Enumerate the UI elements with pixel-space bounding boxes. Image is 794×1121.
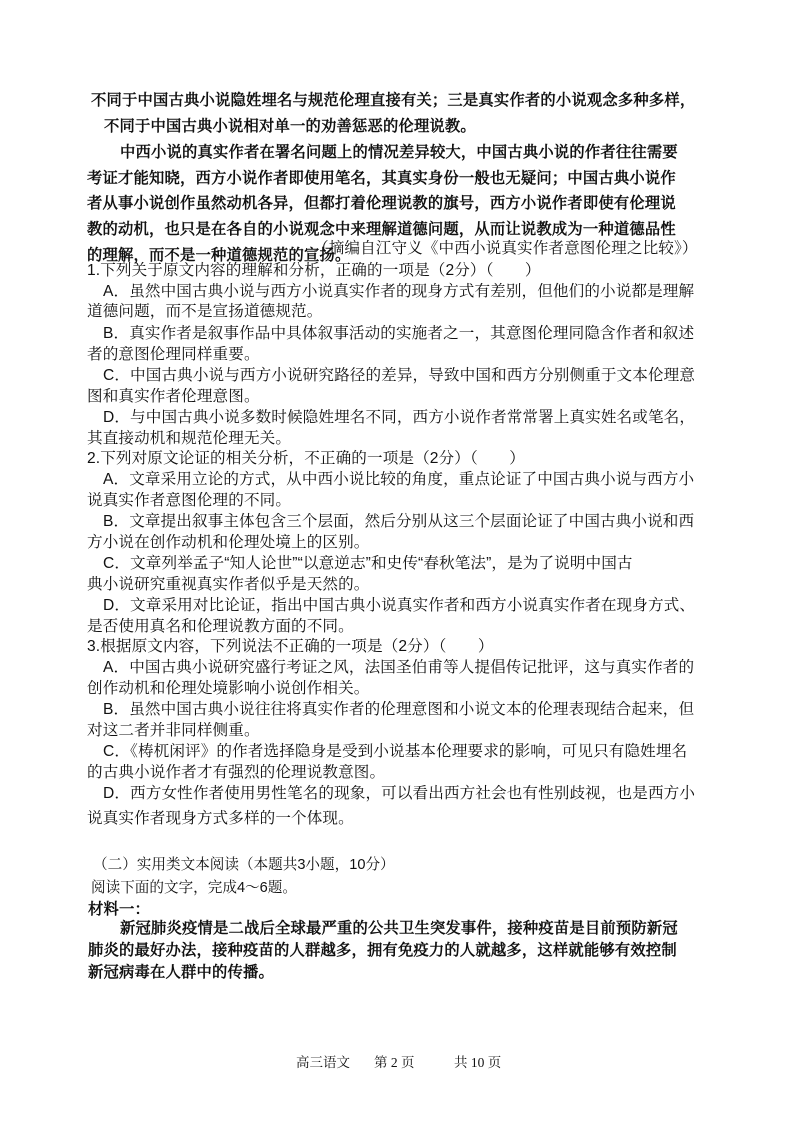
footer-total-pages: 共 10 页 bbox=[454, 1055, 502, 1070]
material-line: 新冠病毒在人群中的传播。 bbox=[88, 963, 274, 981]
question-stem-1: 1.下列关于原文内容的理解和分析，正确的一项是（2分）（ ） bbox=[87, 262, 541, 279]
passage-line: 者从事小说创作虽然动机各异，但都打着伦理说教的旗号，西方小说作者即使有伦理说 bbox=[87, 194, 676, 212]
passage-line: 不同于中国古典小说隐姓埋名与规范伦理直接有关；三是真实作者的小说观念多种多样， bbox=[91, 91, 696, 109]
q3-option-a-cont: 创作动机和伦理处境影响小说创作相关。 bbox=[87, 680, 370, 697]
section-instruction: 阅读下面的文字，完成4～6题。 bbox=[91, 880, 297, 896]
passage-line: 中西小说的真实作者在署名问题上的情况差异较大，中国古典小说的作者往往需要 bbox=[120, 143, 678, 161]
q3-option-a: A．中国古典小说研究盛行考证之风，法国圣伯甫等人提倡传记批评，这与真实作者的 bbox=[103, 659, 695, 676]
footer-page-number: 第 2 页 bbox=[374, 1055, 415, 1070]
passage-line: 不同于中国古典小说相对单一的劝善惩恶的伦理说教。 bbox=[104, 117, 476, 135]
q2-option-b: B．文章提出叙事主体包含三个层面，然后分别从这三个层面论证了中国古典小说和西 bbox=[103, 513, 695, 530]
q1-option-b: B．真实作者是叙事作品中具体叙事活动的实施者之一，其意图伦理同隐含作者和叙述 bbox=[103, 325, 695, 342]
passage-line: 教的动机，也只是在各自的小说观念中来理解道德问题，从而让说教成为一种道德品性 bbox=[87, 220, 676, 238]
q3-option-d: D．西方女性作者使用男性笔名的现象，可以看出西方社会也有性别歧视，也是西方小 bbox=[103, 785, 696, 802]
q2-option-a-cont: 说真实作者意图伦理的不同。 bbox=[87, 492, 292, 509]
q3-option-d-cont: 说真实作者现身方式多样的一个体现。 bbox=[87, 810, 354, 827]
q2-option-d: D．文章采用对比论证，指出中国古典小说真实作者和西方小说真实作者在现身方式、 bbox=[103, 597, 696, 614]
q2-option-c-cont: 典小说研究重视真实作者似乎是天然的。 bbox=[87, 576, 370, 593]
material-line: 肺炎的最好办法，接种疫苗的人群越多，拥有免疫力的人就越多，这样就能够有效控制 bbox=[88, 941, 677, 959]
passage-line: 的理解，而不是一种道德规范的宣扬。 bbox=[87, 246, 351, 264]
q1-option-a-cont: 道德问题，而不是宣扬道德规范。 bbox=[87, 303, 323, 320]
material-label: 材料一： bbox=[88, 900, 150, 918]
q3-option-c-cont: 的古典小说作者才有强烈的伦理说教意图。 bbox=[87, 764, 386, 781]
q1-option-d-cont: 其直接动机和规范伦理无关。 bbox=[87, 430, 292, 447]
material-line: 新冠肺炎疫情是二战后全球最严重的公共卫生突发事件，接种疫苗是目前预防新冠 bbox=[120, 919, 678, 937]
q1-option-c: C．中国古典小说与西方小说研究路径的差异，导致中国和西方分别侧重于文本伦理意 bbox=[103, 367, 696, 384]
q2-option-d-cont: 是否使用真名和伦理说教方面的不同。 bbox=[87, 618, 354, 635]
q2-option-c: C．文章列举孟子“知人论世”“以意逆志”和史传“春秋笔法”，是为了说明中国古 bbox=[103, 555, 633, 572]
q3-option-b: B．虽然中国古典小说往往将真实作者的伦理意图和小说文本的伦理表现结合起来，但 bbox=[103, 701, 695, 718]
q3-option-c: C．《梼杌闲评》的作者选择隐身是受到小说基本伦理要求的影响，可见只有隐姓埋名 bbox=[103, 743, 688, 760]
q1-option-d: D．与中国古典小说多数时候隐姓埋名不同，西方小说作者常常署上真实姓名或笔名， bbox=[103, 409, 696, 426]
section-heading: （二）实用类文本阅读（本题共3小题，10分） bbox=[93, 857, 395, 873]
passage-line: 考证才能知晓，西方小说作者即使用笔名，其真实身份一般也无疑问；中国古典小说作 bbox=[87, 169, 676, 187]
q1-option-b-cont: 者的意图伦理同样重要。 bbox=[87, 346, 260, 363]
q3-option-b-cont: 对这二者并非同样侧重。 bbox=[87, 722, 260, 739]
question-stem-3: 3.根据原文内容，下列说法不正确的一项是（2分）（ ） bbox=[87, 638, 494, 655]
question-stem-2: 2.下列对原文论证的相关分析，不正确的一项是（2分）（ ） bbox=[87, 450, 525, 467]
q2-option-b-cont: 方小说在创作动机和伦理处境上的区别。 bbox=[87, 534, 370, 551]
q1-option-a: A．虽然中国古典小说与西方小说真实作者的现身方式有差别，但他们的小说都是理解 bbox=[103, 283, 695, 300]
q1-option-c-cont: 图和真实作者伦理意图。 bbox=[87, 388, 260, 405]
source-note: （摘编自江守义《中西小说真实作者意图伦理之比较》） bbox=[313, 240, 698, 257]
footer-subject: 高三语文 bbox=[296, 1055, 350, 1070]
q2-option-a: A．文章采用立论的方式，从中西小说比较的角度，重点论证了中国古典小说与西方小 bbox=[103, 471, 695, 488]
